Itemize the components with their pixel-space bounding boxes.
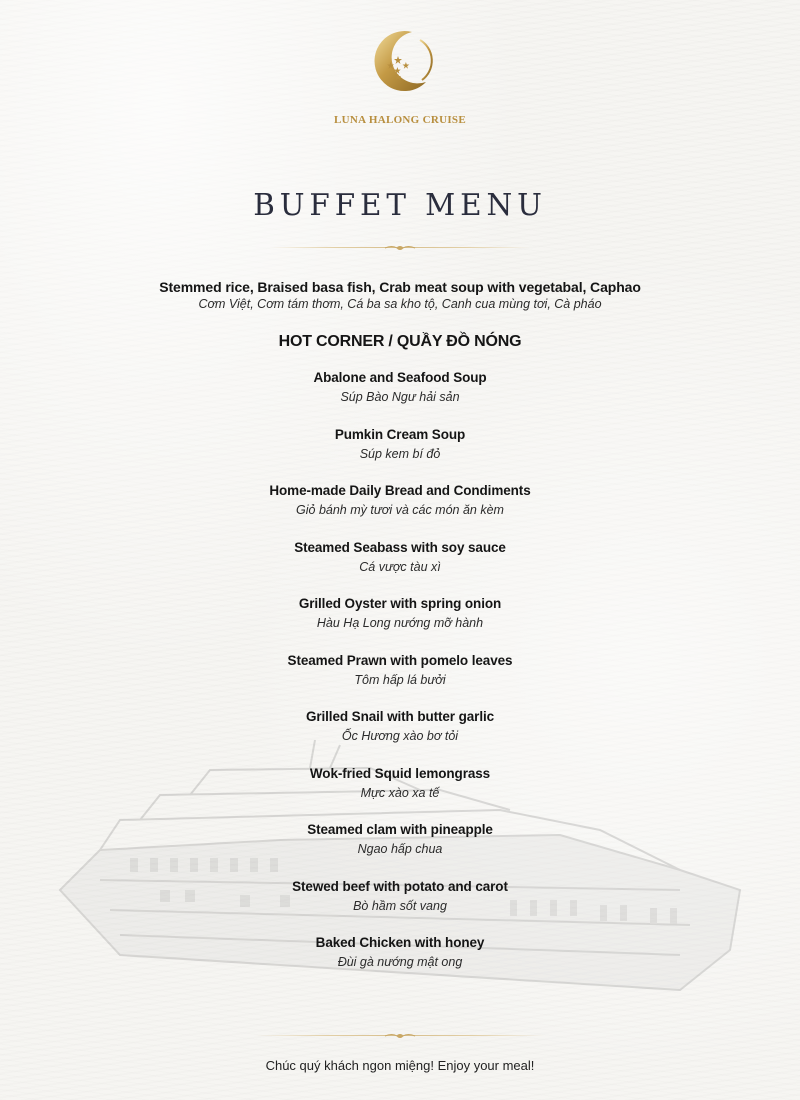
- crescent-moon-stars-logo-icon: [360, 22, 440, 102]
- dish-name-vietnamese: Súp kem bí đỏ: [359, 446, 441, 461]
- menu-item: [0, 652, 800, 709]
- menu-item: [0, 595, 800, 652]
- dish-name-vietnamese: Ốc Hương xào bơ tỏi: [341, 729, 459, 743]
- intro-dish-vietnamese: Cơm Việt, Cơm tám thơm, Cá ba sa kho tộ, Canh cua mùng tơi, Cà pháo: [198, 297, 602, 311]
- dish-name-vietnamese: Tôm hấp lá bưởi: [354, 672, 446, 687]
- menu-item: [0, 708, 800, 765]
- dish-name-vietnamese: Đùi gà nướng mật ong: [337, 955, 463, 969]
- dish-name-vietnamese: Cá vược tàu xì: [359, 559, 441, 574]
- menu-items-list: [0, 369, 800, 991]
- dish-name-english: Home-made Daily Bread and Condiments: [269, 483, 531, 498]
- flourish-icon: [383, 243, 417, 253]
- brand-logo: [0, 22, 800, 126]
- page-title: BUFFET MENU: [253, 188, 547, 223]
- dish-name-vietnamese: Mực xào xa tế: [360, 785, 440, 800]
- dish-name-english: Abalone and Seafood Soup: [313, 370, 487, 385]
- brand-name: LUNA HALONG CRUISE: [334, 114, 466, 126]
- dish-name-english: Steamed Prawn with pomelo leaves: [287, 652, 513, 668]
- dish-name-english: Pumkin Cream Soup: [334, 426, 466, 442]
- menu-item: [0, 369, 800, 426]
- menu-content: [0, 279, 800, 991]
- menu-item: [0, 934, 800, 991]
- dish-name-vietnamese: Ngao hấp chua: [357, 842, 443, 856]
- dish-name-vietnamese: Giỏ bánh mỳ tươi và các món ăn kèm: [296, 503, 504, 517]
- dish-name-english: Grilled Snail with butter garlic: [305, 709, 495, 724]
- dish-name-vietnamese: Bò hầm sốt vang: [353, 898, 447, 913]
- menu-item: [0, 878, 800, 935]
- flourish-icon: [383, 1031, 417, 1041]
- menu-item: [0, 821, 800, 878]
- section-heading: HOT CORNER / QUẦY ĐỒ NÓNG: [278, 333, 522, 350]
- closing-message: Chúc quý khách ngon miệng! Enjoy your meal!: [265, 1058, 535, 1073]
- intro-dish: [0, 279, 800, 311]
- dish-name-english: Grilled Oyster with spring onion: [298, 596, 502, 611]
- dish-name-vietnamese: Súp Bào Ngư hải sản: [340, 390, 460, 404]
- dish-name-english: Stewed beef with potato and carot: [292, 878, 508, 894]
- menu-item: [0, 765, 800, 822]
- menu-item: [0, 426, 800, 483]
- ornamental-divider: [270, 243, 530, 253]
- dish-name-english: Wok-fried Squid lemongrass: [309, 765, 491, 781]
- menu-item: [0, 482, 800, 539]
- dish-name-english: Steamed clam with pineapple: [307, 822, 493, 837]
- dish-name-vietnamese: Hàu Hạ Long nướng mỡ hành: [316, 616, 484, 630]
- ornamental-divider: [255, 1031, 545, 1041]
- dish-name-english: Baked Chicken with honey: [315, 935, 485, 950]
- intro-dish-english: Stemmed rice, Braised basa fish, Crab meat soup with vegetabal, Caphao: [159, 279, 641, 295]
- menu-item: [0, 539, 800, 596]
- dish-name-english: Steamed Seabass with soy sauce: [294, 539, 506, 555]
